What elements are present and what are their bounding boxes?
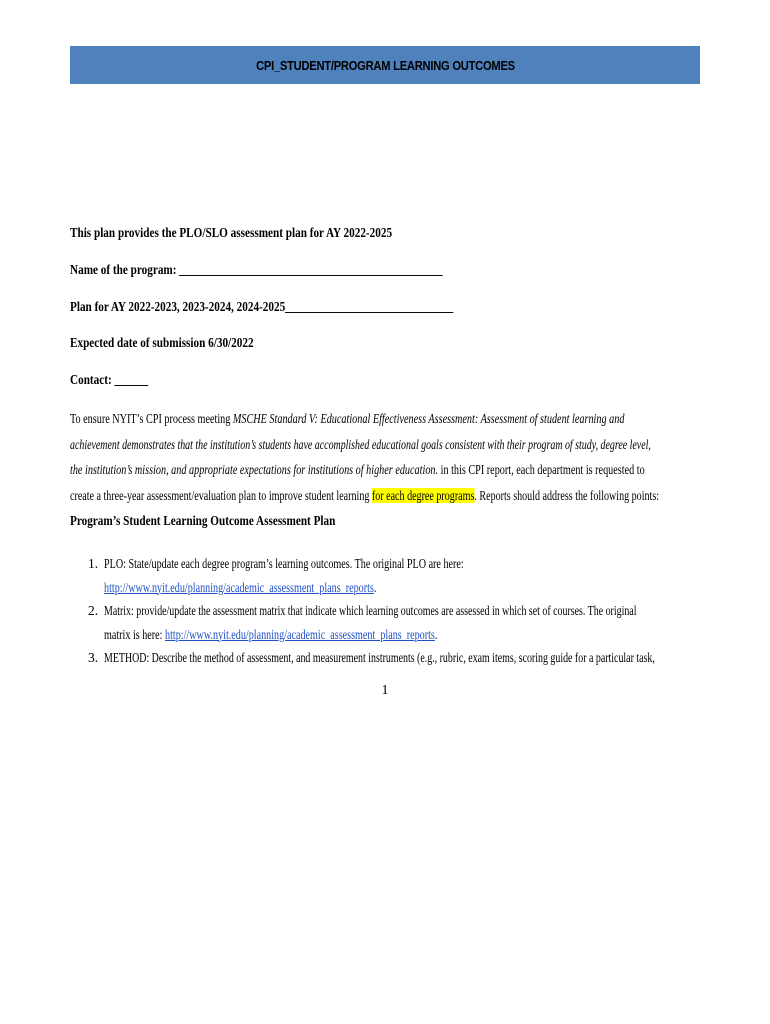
section-heading: Program’s Student Learning Outcome Assessment Plan xyxy=(70,514,336,529)
intro-line4-pre: create a three-year assessment/evaluation plan to improve student learning xyxy=(70,487,372,503)
header-banner xyxy=(70,46,700,84)
list-item xyxy=(70,646,710,670)
program-name-field: Name of the program: _______________________________________________ xyxy=(70,263,443,278)
submission-date: Expected date of submission 6/30/2022 xyxy=(70,336,254,351)
list-item: 2. Matrix: provide/update the assessment matrix that indicate which learning outcomes are assessed in which set of courses. The original matrix is here: http://www.nyit.edu/planning/academic_assessment_plans_reports. xyxy=(70,599,710,646)
list-item-text: METHOD: Describe the method of assessment, and measurement instruments (e.g., rubric, exam items, scoring guide for a particular task, xyxy=(104,650,655,665)
list-item-number: 1. xyxy=(88,556,99,571)
intro-italic-2: achievement demonstrates that the institution’s students have accomplished educational goals consistent with their program of study, degree level, xyxy=(70,436,651,452)
contact-field: Contact: ______ xyxy=(70,373,149,388)
matrix-link[interactable]: http://www.nyit.edu/planning/academic_assessment_plans_reports xyxy=(165,626,435,642)
intro-after-italic: in this CPI report, each department is requested to xyxy=(438,462,645,477)
highlighted-text: for each degree programs xyxy=(371,487,475,503)
requirements-list xyxy=(70,552,710,670)
list-item: 1. PLO: State/update each degree program’s learning outcomes. The original PLO are here: http://www.nyit.edu/planning/academic_assessment_plans_reports. xyxy=(70,552,710,599)
list-item-text: Matrix: provide/update the assessment matrix that indicate which learning outcomes are assessed in which set of courses. The original xyxy=(104,603,637,618)
intro-lead: To ensure NYIT’s CPI process meeting xyxy=(70,411,233,426)
document-title: CPI_STUDENT/PROGRAM LEARNING OUTCOMES xyxy=(255,57,515,73)
intro-italic-3: the institution’s mission, and appropriate expectations for institutions of higher education. xyxy=(70,462,439,477)
list-item-number: 2. xyxy=(88,603,99,618)
intro-line4-post: . Reports should address the following points: xyxy=(474,487,660,503)
intro-paragraph xyxy=(70,406,710,508)
intro-italic-1: MSCHE Standard V: Educational Effectiveness Assessment: Assessment of student learning and xyxy=(232,411,625,426)
list-item-text: PLO: State/update each degree program’s learning outcomes. The original PLO are here: xyxy=(104,556,464,571)
plan-years-field: Plan for AY 2022-2023, 2023-2024, 2024-2025______________________________ xyxy=(70,300,454,315)
list-item-number: 3. xyxy=(88,650,99,665)
plo-link[interactable]: http://www.nyit.edu/planning/academic_assessment_plans_reports xyxy=(104,579,374,595)
page-number: 1 xyxy=(381,683,389,698)
plan-statement: This plan provides the PLO/SLO assessment plan for AY 2022-2025 xyxy=(70,226,393,241)
